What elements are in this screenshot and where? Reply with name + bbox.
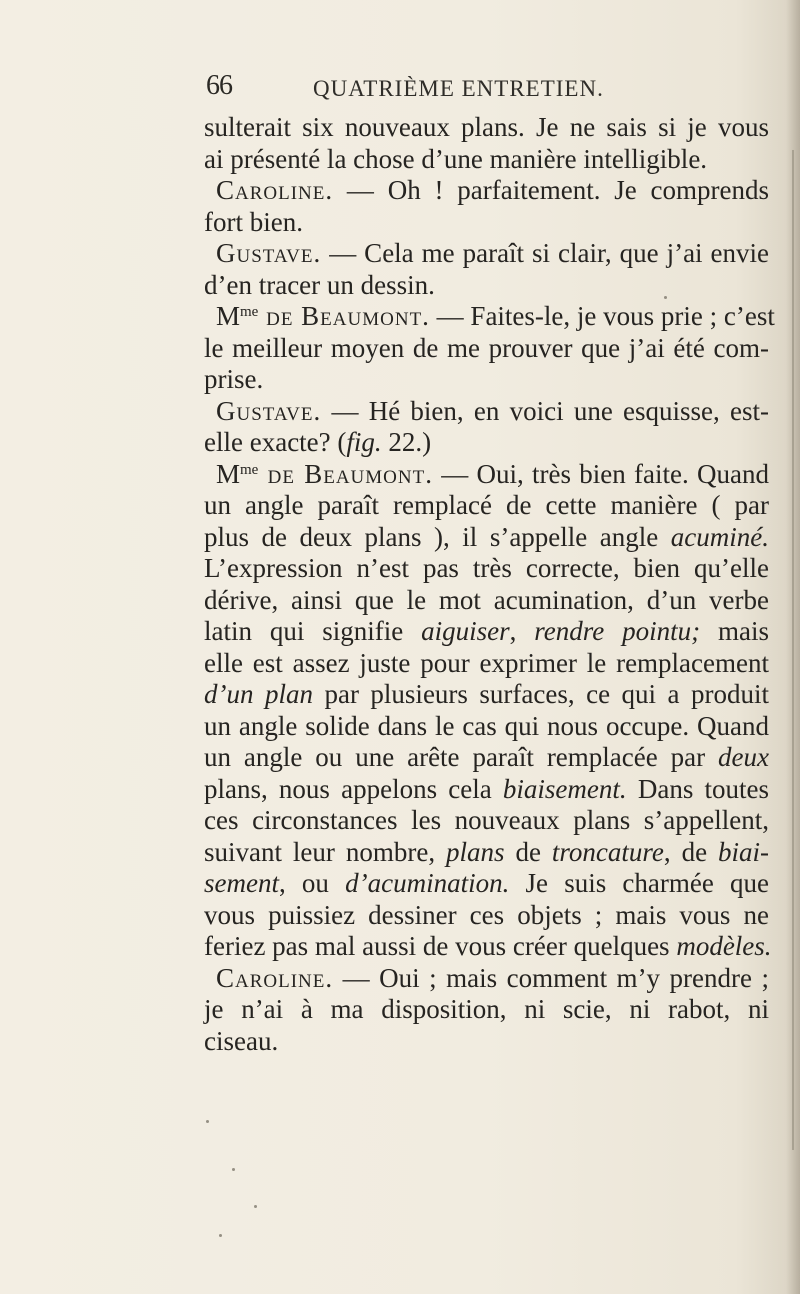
page-edge-line (792, 150, 794, 1150)
figure-reference: fig. (346, 427, 382, 457)
speaker-name: de Beaumont. (258, 301, 430, 331)
speaker-title-sup: me (240, 461, 259, 478)
italic-term: biai- (718, 836, 770, 867)
text-line (204, 900, 769, 932)
dialogue-line (204, 396, 769, 428)
italic-term: deux (718, 742, 769, 772)
line-text: dérive, ainsi que le mot acumination, d’un verbe (204, 584, 769, 615)
line-text: — Cela me paraît si clair, que j’ai envie (321, 238, 769, 268)
italic-term: d’acumination. (345, 868, 510, 898)
page-header (0, 64, 800, 104)
line-text: plans, nous appelons cela (204, 773, 503, 804)
line-text: par plusieurs surfaces, ce qui a produit (312, 679, 769, 709)
text-line (204, 805, 769, 837)
dialogue-line (204, 459, 769, 491)
line-text: , (509, 616, 535, 646)
line-text: Dans toutes (626, 773, 770, 804)
dialogue-line (204, 301, 775, 333)
italic-term: rendre pointu; (534, 616, 701, 646)
line-text: Je suis charmée que (509, 868, 770, 898)
text-line (204, 490, 769, 522)
text-line (204, 742, 769, 774)
paper-speck (219, 1234, 222, 1237)
speaker-name: Caroline. (216, 175, 334, 205)
text-line (204, 1026, 769, 1058)
italic-term: modèles. (676, 931, 772, 961)
text-line (204, 112, 769, 144)
line-text: feriez pas mal aussi de vous créer quelques (204, 931, 677, 961)
line-text: — Oh ! parfaitement. Je comprends (333, 175, 769, 205)
italic-term: biaisement. (502, 773, 627, 804)
line-text: , de (663, 836, 719, 867)
line-text: le meilleur moyen de me prouver que j’ai été com- (204, 332, 769, 363)
text-line (204, 616, 769, 648)
italic-term: d’un plan (204, 679, 313, 709)
line-text: mais (700, 616, 769, 646)
paper-speck (664, 296, 667, 299)
line-text: 22.) (381, 427, 432, 457)
line-text: — Oui ; mais comment m’y prendre ; (333, 962, 769, 993)
line-text: un angle paraît remplacé de cette manière ( par (204, 490, 769, 520)
italic-term: acuminé. (670, 521, 769, 552)
dialogue-line (204, 963, 769, 995)
text-line (204, 774, 769, 806)
speaker-name: Caroline. (216, 962, 334, 993)
italic-term: aiguiser (421, 616, 510, 646)
line-text: de (504, 836, 552, 867)
page-number: 66 (206, 70, 232, 101)
line-text: ai présenté la chose d’une manière intelligible. (204, 143, 708, 174)
text-line (204, 585, 769, 617)
text-line (204, 711, 769, 743)
paper-speck (206, 1120, 209, 1123)
text-line (204, 522, 769, 554)
line-text: ces circonstances les nouveaux plans s’appellent, (204, 805, 769, 835)
line-text: , ou (278, 868, 346, 898)
text-line (204, 837, 769, 869)
line-text: elle est assez juste pour exprimer le remplacement (204, 647, 769, 678)
line-text: — Hé bien, en voici une esquisse, est- (321, 395, 769, 426)
paper-speck (232, 1168, 235, 1171)
dialogue-line (204, 238, 769, 270)
line-text: suivant leur nombre, (204, 836, 447, 867)
text-line (204, 207, 769, 239)
speaker-title: M (216, 301, 241, 331)
speaker-title-sup: me (240, 304, 259, 320)
line-text: prise. (204, 364, 264, 394)
line-text: L’expression n’est pas très correcte, bien qu’elle (204, 553, 769, 583)
text-line (204, 364, 769, 396)
line-text: latin qui signifie (204, 616, 422, 646)
text-line (204, 868, 769, 900)
italic-term: troncature (551, 836, 664, 867)
speaker-name: de Beaumont. (258, 458, 433, 489)
line-text: elle exacte? ( (204, 427, 347, 457)
text-line (204, 679, 769, 711)
text-line (204, 648, 769, 680)
text-line (204, 144, 769, 176)
running-head: QUATRIÈME ENTRETIEN. (313, 76, 604, 101)
line-text: — Oui, très bien faite. Quand (432, 458, 769, 489)
speaker-name: Gustave. (216, 238, 322, 268)
text-line (204, 553, 769, 585)
speaker-title: M (216, 458, 241, 489)
italic-term: sement (204, 868, 279, 898)
speaker-name: Gustave. (216, 395, 322, 426)
body-text (204, 112, 775, 1057)
line-text: ciseau. (204, 1025, 279, 1056)
line-text: je n’ai à ma disposition, ni scie, ni rabot, ni (204, 994, 769, 1024)
paper-speck (254, 1205, 257, 1208)
italic-term: plans (446, 836, 505, 867)
text-line (204, 931, 772, 963)
line-text: d’en tracer un dessin. (204, 269, 435, 300)
line-text: sulterait six nouveaux plans. Je ne sais si je vous (204, 112, 769, 142)
text-line (204, 333, 769, 365)
line-text: un angle ou une arête paraît remplacée par (204, 742, 719, 772)
text-line (204, 427, 769, 459)
text-line (204, 270, 769, 302)
line-text: — Faites-le, je vous prie ; c’est (429, 301, 775, 331)
line-text: vous puissiez dessiner ces objets ; mais vous ne (204, 899, 769, 930)
line-text: un angle solide dans le cas qui nous occupe. Quand (204, 710, 769, 741)
line-text: plus de deux plans ), il s’appelle angle (204, 521, 671, 552)
text-line (204, 994, 769, 1026)
line-text: fort bien. (204, 206, 303, 237)
dialogue-line (204, 175, 769, 207)
